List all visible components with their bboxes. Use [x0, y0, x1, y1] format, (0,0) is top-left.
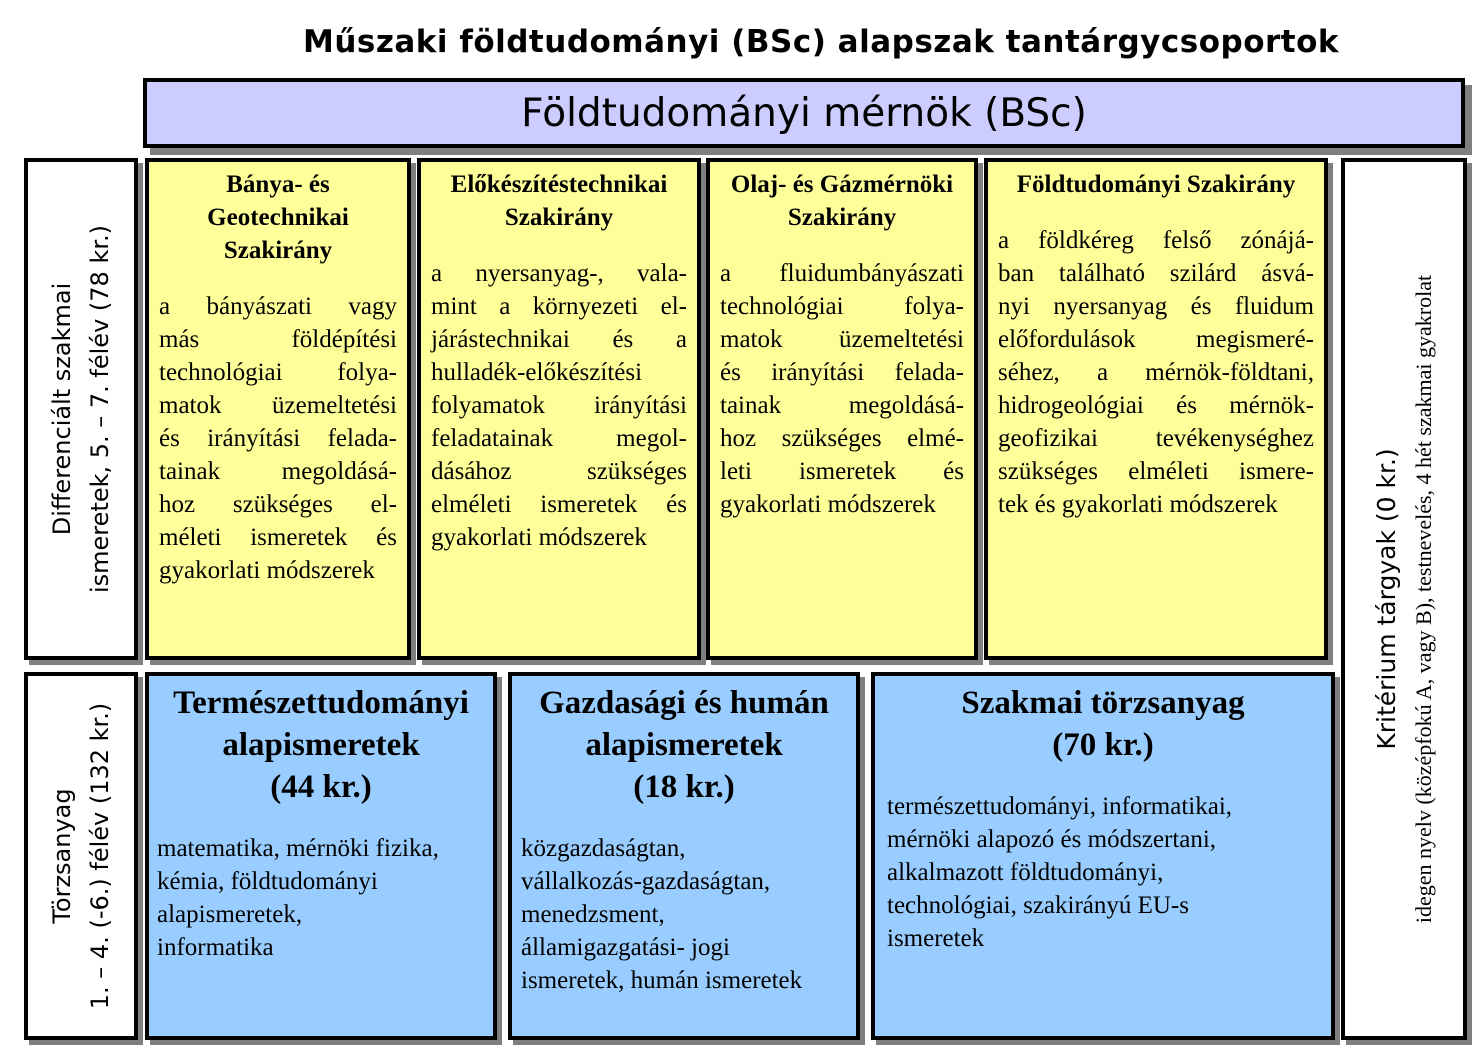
core-heading — [149, 682, 493, 808]
description-line: járástechnikai és a — [431, 326, 687, 353]
description-line: szükséges elméleti ismere- — [998, 458, 1314, 485]
specialization-description — [431, 257, 687, 554]
heading-line: Szakirány — [504, 204, 614, 231]
core-natural-science — [145, 672, 497, 1040]
core-economics-humanities — [508, 672, 860, 1040]
page-title: Műszaki földtudományi (BSc) alapszak tantárgycsoportok — [302, 24, 1340, 60]
description-line: hidrogeológiai és mérnök- — [998, 392, 1314, 419]
description-line: tek és gyakorlati módszerek — [998, 491, 1278, 518]
description-line: a földkéreg felső zónájá- — [998, 227, 1314, 254]
specialization-mining-geotechnical — [145, 158, 411, 660]
specialization-description — [720, 257, 964, 521]
degree-banner: Földtudományi mérnök (BSc) — [143, 78, 1465, 148]
core-professional — [871, 672, 1335, 1040]
description-line: folyamatok irányítási — [431, 392, 687, 419]
criterion-text — [1365, 275, 1439, 923]
description-line: dásához szükséges — [431, 458, 687, 485]
core-label-box — [24, 672, 138, 1040]
description-line: hoz szükséges el- — [159, 491, 397, 518]
differentiated-label-line2: ismeretek, 5. – 7. félév (78 kr.) — [86, 224, 114, 594]
core-heading — [512, 682, 856, 808]
description-line: technológiai folya- — [159, 359, 397, 386]
description-line: elméleti ismeretek és — [431, 491, 687, 518]
description-line: gyakorlati módszerek — [431, 524, 647, 551]
description-line: előfordulások megismeré- — [998, 326, 1314, 353]
description-line: tainak megoldásá- — [159, 458, 397, 485]
description-line: leti ismeretek és — [720, 458, 964, 485]
description-line: más földépítési — [159, 326, 397, 353]
description-line: mérnöki alapozó és módszertani, — [887, 826, 1217, 853]
description-line: nyi nyersanyag és fluidum — [998, 293, 1314, 320]
description-line: menedzsment, — [521, 901, 665, 928]
description-line: feladatainak megol- — [431, 425, 687, 452]
description-line: kémia, földtudományi — [157, 868, 378, 895]
heading-line: (18 kr.) — [633, 769, 735, 805]
description-line: mint a környezeti el- — [431, 293, 687, 320]
description-line: matematika, mérnöki fizika, — [157, 835, 439, 862]
description-line: matok üzemeltetési — [159, 392, 397, 419]
description-line: technológiai folya- — [720, 293, 964, 320]
specialization-description — [159, 290, 397, 587]
description-line: közgazdaságtan, — [521, 835, 686, 862]
description-line: geofizikai tevékenységhez — [998, 425, 1314, 452]
description-line: technológiai, szakirányú EU-s — [887, 892, 1189, 919]
description-line: természettudományi, informatikai, — [887, 793, 1233, 820]
heading-line: Előkészítéstechnikai — [450, 171, 668, 198]
criterion-title: Kritérium tárgyak (0 kr.) — [1372, 448, 1401, 750]
description-line: informatika — [157, 934, 274, 961]
description-line: hoz szükséges elmé- — [720, 425, 964, 452]
heading-line: Geotechnikai — [207, 204, 349, 231]
description-line: hulladék-előkészítési — [431, 359, 643, 386]
heading-line: Szakirány — [787, 204, 897, 231]
description-line: méleti ismeretek és — [159, 524, 397, 551]
differentiated-label-box — [24, 158, 138, 660]
heading-line: Földtudományi Szakirány — [1016, 171, 1296, 198]
description-line: tainak megoldásá- — [720, 392, 964, 419]
core-label-line1: Törzsanyag — [48, 788, 76, 924]
heading-line: Bánya- és — [226, 171, 330, 198]
heading-line: Szakirány — [223, 237, 333, 264]
specialization-oil-gas — [706, 158, 978, 660]
description-line: a nyersanyag-, vala- — [431, 260, 687, 287]
description-line: ban található szilárd ásvá- — [998, 260, 1314, 287]
core-label — [43, 703, 119, 1009]
specialization-heading — [149, 168, 407, 267]
description-line: alapismeretek, — [157, 901, 303, 928]
heading-line: Szakmai törzsanyag — [961, 685, 1245, 721]
differentiated-label-line1: Differenciált szakmai — [48, 282, 76, 536]
specialization-description — [998, 224, 1314, 521]
description-line: és irányítási felada- — [159, 425, 397, 452]
description-line: a fluidumbányászati — [720, 260, 964, 287]
description-line: a bányászati vagy — [159, 293, 397, 320]
description-line: alkalmazott földtudományi, — [887, 859, 1164, 886]
description-line: matok üzemeltetési — [720, 326, 964, 353]
description-line: gyakorlati módszerek — [720, 491, 936, 518]
heading-line: alapismeretek — [585, 727, 783, 763]
description-line: ismeretek, humán ismeretek — [521, 967, 803, 994]
core-heading — [875, 682, 1331, 766]
criterion-box — [1341, 158, 1467, 1040]
description-line: államigazgatási- jogi — [521, 934, 730, 961]
specialization-processing — [417, 158, 701, 660]
description-line: és irányítási felada- — [720, 359, 964, 386]
heading-line: Természettudományi — [173, 685, 469, 721]
differentiated-label — [43, 225, 119, 593]
heading-line: (70 kr.) — [1052, 727, 1154, 763]
description-line: vállalkozás-gazdaságtan, — [521, 868, 771, 895]
heading-line: (44 kr.) — [270, 769, 372, 805]
specialization-geoscience — [984, 158, 1328, 660]
criterion-detail: idegen nyelv (középfokú A, vagy B), testnevelés, 4 hét szakmai gyakrolat — [1411, 274, 1436, 924]
description-line: gyakorlati módszerek — [159, 557, 375, 584]
description-line: séhez, a mérnök-földtani, — [998, 359, 1314, 386]
description-line: ismeretek — [887, 925, 985, 952]
heading-line: Olaj- és Gázmérnöki — [730, 171, 954, 198]
heading-line: alapismeretek — [222, 727, 420, 763]
heading-line: Gazdasági és humán — [539, 685, 829, 721]
core-description — [157, 832, 493, 964]
specialization-heading — [421, 168, 697, 234]
specialization-heading — [710, 168, 974, 234]
core-label-line2: 1. – 4. (-6.) félév (132 kr.) — [86, 702, 114, 1010]
core-description — [521, 832, 856, 997]
specialization-heading — [988, 168, 1324, 201]
core-description — [887, 790, 1331, 955]
